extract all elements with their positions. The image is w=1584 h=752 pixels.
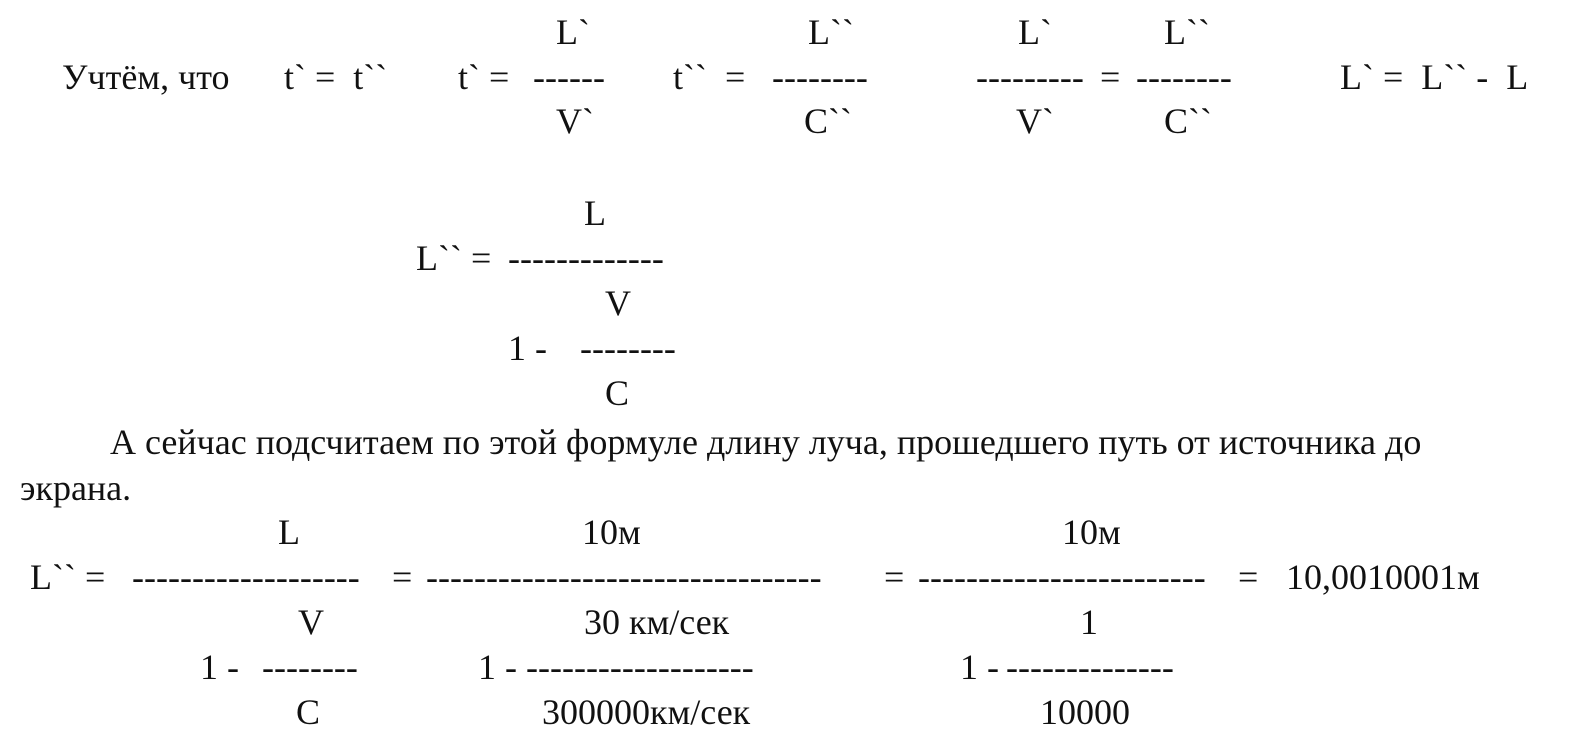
calc-term1-inner-denominator: C xyxy=(296,692,321,732)
ratio-right-bar: -------- xyxy=(1136,57,1232,97)
t2-lhs: t`` = xyxy=(673,57,746,97)
formula-numerator: L xyxy=(584,193,606,233)
paragraph-line-2: экрана. xyxy=(20,468,132,508)
intro-text: Учтём, что xyxy=(62,57,230,97)
calc-term3-numerator: 10м xyxy=(1062,512,1121,552)
t2-fraction-bar: -------- xyxy=(772,57,868,97)
formula-main-bar: ------------- xyxy=(508,238,664,278)
calc-equals-1: = xyxy=(392,557,413,597)
calc-term1-bar: ------------------- xyxy=(132,557,360,597)
calc-term2-inner-denominator: 300000км/сек xyxy=(542,692,751,732)
equal-times-formula: t` = t`` xyxy=(284,57,388,97)
formula-inner-denominator: C xyxy=(605,373,630,413)
t1-fraction-bar: ------ xyxy=(533,57,605,97)
calc-term2-inner-bar: ------------------- xyxy=(526,647,754,687)
calc-term3-inner-denominator: 10000 xyxy=(1040,692,1130,732)
formula-lhs: L`` = xyxy=(416,238,492,278)
calc-term3-inner-numerator: 1 xyxy=(1080,602,1098,642)
calc-term1-inner-bar: -------- xyxy=(262,647,358,687)
calc-equals-2: = xyxy=(884,557,905,597)
calc-term2-inner-prefix: 1 - xyxy=(478,647,517,687)
t2-denominator: C`` xyxy=(804,101,852,141)
ratio-right-denominator: C`` xyxy=(1164,101,1212,141)
calc-term1-inner-prefix: 1 - xyxy=(200,647,239,687)
calc-equals-3: = xyxy=(1238,557,1259,597)
calc-term3-inner-prefix: 1 - xyxy=(960,647,999,687)
t1-lhs: t` = xyxy=(458,57,510,97)
t2-numerator: L`` xyxy=(808,12,854,52)
relation-formula: L` = L`` - L xyxy=(1340,57,1529,97)
calc-term2-inner-numerator: 30 км/сек xyxy=(584,602,730,642)
calc-result: 10,0010001м xyxy=(1286,557,1480,597)
ratio-left-numerator: L` xyxy=(1018,12,1052,52)
formula-inner-numerator: V xyxy=(605,283,631,323)
ratio-equals-sign: = xyxy=(1100,57,1121,97)
ratio-left-bar: --------- xyxy=(976,57,1084,97)
t1-numerator: L` xyxy=(556,12,590,52)
formula-inner-prefix: 1 - xyxy=(508,328,547,368)
calc-term1-numerator: L xyxy=(278,512,300,552)
calc-term2-numerator: 10м xyxy=(582,512,641,552)
calc-term2-bar: --------------------------------- xyxy=(426,557,822,597)
calc-term3-bar: ------------------------ xyxy=(918,557,1206,597)
calc-lhs: L`` = xyxy=(30,557,106,597)
ratio-left-denominator: V` xyxy=(1016,101,1054,141)
calc-term1-inner-numerator: V xyxy=(298,602,324,642)
calc-term3-inner-bar: -------------- xyxy=(1006,647,1174,687)
ratio-right-numerator: L`` xyxy=(1164,12,1210,52)
t1-denominator: V` xyxy=(556,101,594,141)
paragraph-line-1: А сейчас подсчитаем по этой формуле длину луча, прошедшего путь от источника до xyxy=(110,422,1422,462)
formula-inner-bar: -------- xyxy=(580,328,676,368)
